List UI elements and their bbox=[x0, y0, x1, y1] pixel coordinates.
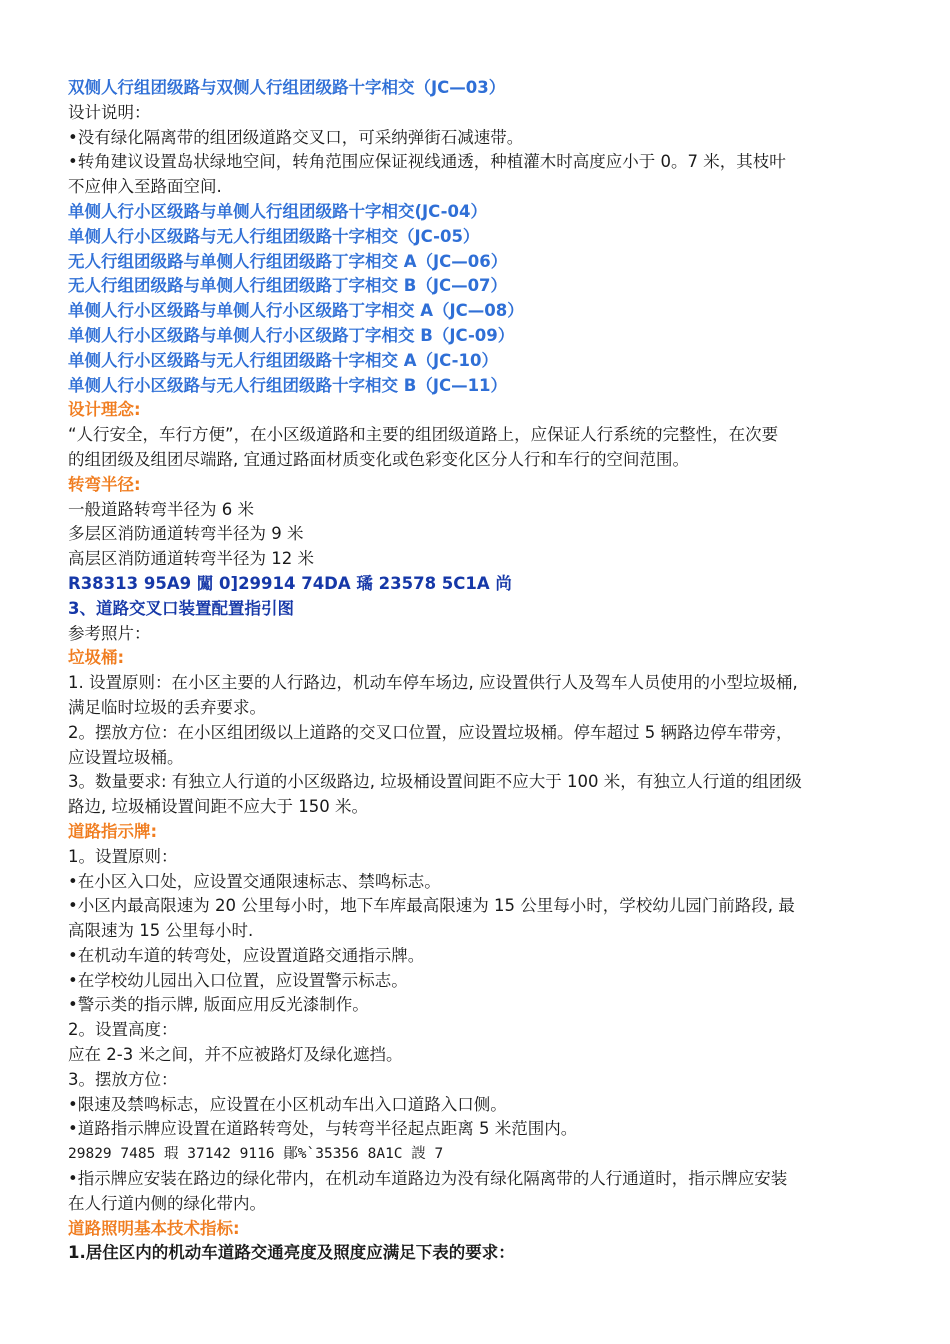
heading-jc07: 无人行组团级路与单侧人行组团级路丁字相交 B（JC—07） bbox=[68, 276, 508, 296]
bullet-paragraph: •限速及禁鸣标志，应设置在小区机动车出入口道路入口侧。 bbox=[68, 1094, 507, 1114]
bullet-paragraph: •转角建议设置岛状绿地空间，转角范围应保证视线通透，种植灌木时高度应小于 0。7 米，其枝叶 bbox=[68, 152, 786, 172]
design-notes-label: 设计说明： bbox=[68, 102, 151, 122]
section-trash-bin: 垃圾桶: bbox=[68, 648, 125, 668]
garbled-code-line: R38313 95A9 闖 0]29914 74DA 璚 23578 5C1A 尚 bbox=[68, 573, 512, 593]
heading-jc11: 单侧人行小区级路与无人行组团级路十字相交 B（JC—11） bbox=[68, 375, 508, 395]
heading-jc06: 无人行组团级路与单侧人行组团级路丁字相交 A（JC—06） bbox=[68, 251, 508, 271]
document-body bbox=[68, 76, 880, 1266]
paragraph: 1.居住区内的机动车道路交通亮度及照度应满足下表的要求： bbox=[68, 1243, 515, 1263]
paragraph-continuation: 的组团级及组团尽端路, 宜通过路面材质变化或色彩变化区分人行和车行的空间范围。 bbox=[68, 449, 689, 469]
section-intersection-guide: 3、道路交叉口装置配置指引图 bbox=[68, 598, 294, 618]
garbled-code-line: 29829 7485 瑕 37142 9116 鄖%`35356 8A1C 詜 7 bbox=[68, 1146, 444, 1163]
paragraph: 3。摆放方位： bbox=[68, 1069, 178, 1089]
paragraph-continuation: 满足临时垃圾的丢弃要求。 bbox=[68, 697, 266, 717]
paragraph: 2。设置高度： bbox=[68, 1020, 178, 1040]
heading-jc08: 单侧人行小区级路与单侧人行小区级路丁字相交 A（JC—08） bbox=[68, 301, 524, 321]
heading-jc04: 单侧人行小区级路与单侧人行组团级路十字相交(JC-04） bbox=[68, 201, 487, 221]
bullet-paragraph: •道路指示牌应设置在道路转弯处，与转弯半径起点距离 5 米范围内。 bbox=[68, 1119, 578, 1139]
reference-photos-label: 参考照片： bbox=[68, 623, 151, 643]
bullet-paragraph: •警示类的指示牌, 版面应用反光漆制作。 bbox=[68, 995, 369, 1015]
bullet-paragraph: •没有绿化隔离带的组团级道路交叉口，可采纳弹街石减速带。 bbox=[68, 127, 524, 147]
paragraph: 应在 2-3 米之间，并不应被路灯及绿化遮挡。 bbox=[68, 1045, 403, 1065]
bullet-paragraph: •在学校幼儿园出入口位置，应设置警示标志。 bbox=[68, 970, 408, 990]
paragraph: 1. 设置原则：在小区主要的人行路边，机动车停车场边, 应设置供行人及驾车人员使用的小型垃圾桶, bbox=[68, 673, 798, 693]
paragraph: 多层区消防通道转弯半径为 9 米 bbox=[68, 524, 304, 544]
heading-jc03: 双侧人行组团级路与双侧人行组团级路十字相交（JC—03） bbox=[68, 78, 506, 97]
paragraph: 1。设置原则： bbox=[68, 846, 178, 866]
section-road-lighting: 道路照明基本技术指标: bbox=[68, 1218, 240, 1238]
heading-jc05: 单侧人行小区级路与无人行组团级路十字相交（JC-05） bbox=[68, 226, 480, 246]
section-road-signs: 道路指示牌: bbox=[68, 821, 158, 841]
paragraph: 2。摆放方位：在小区组团级以上道路的交叉口位置，应设置垃圾桶。停车超过 5 辆路边停车带旁， bbox=[68, 722, 793, 742]
paragraph: 3。数量要求: 有独立人行道的小区级路边, 垃圾桶设置间距不应大于 100 米，有独立人行道的组团级 bbox=[68, 772, 802, 792]
paragraph: “人行安全，车行方便”，在小区级道路和主要的组团级道路上，应保证人行系统的完整性，在次要 bbox=[68, 425, 779, 445]
bullet-paragraph: •在小区入口处，应设置交通限速标志、禁鸣标志。 bbox=[68, 871, 441, 891]
heading-jc10: 单侧人行小区级路与无人行组团级路十字相交 A（JC-10） bbox=[68, 350, 498, 370]
bullet-paragraph: •在机动车道的转弯处，应设置道路交通指示牌。 bbox=[68, 945, 425, 965]
paragraph-continuation: 应设置垃圾桶。 bbox=[68, 747, 184, 767]
bullet-paragraph: •小区内最高限速为 20 公里每小时，地下车库最高限速为 15 公里每小时，学校幼儿园门前路段, 最 bbox=[68, 896, 795, 916]
paragraph: 一般道路转弯半径为 6 米 bbox=[68, 499, 254, 519]
section-turning-radius: 转弯半径: bbox=[68, 474, 141, 494]
heading-jc09: 单侧人行小区级路与单侧人行小区级路丁字相交 B（JC-09） bbox=[68, 325, 515, 345]
paragraph-continuation: 不应伸入至路面空间. bbox=[68, 177, 222, 197]
section-design-concept: 设计理念: bbox=[68, 400, 141, 420]
bullet-paragraph: •指示牌应安装在路边的绿化带内，在机动车道路边为没有绿化隔离带的人行通道时，指示牌应安装 bbox=[68, 1169, 788, 1189]
paragraph: 高层区消防通道转弯半径为 12 米 bbox=[68, 549, 314, 569]
paragraph-continuation: 在人行道内侧的绿化带内。 bbox=[68, 1193, 266, 1213]
paragraph-continuation: 高限速为 15 公里每小时. bbox=[68, 921, 254, 941]
paragraph-continuation: 路边, 垃圾桶设置间距不应大于 150 米。 bbox=[68, 797, 368, 817]
